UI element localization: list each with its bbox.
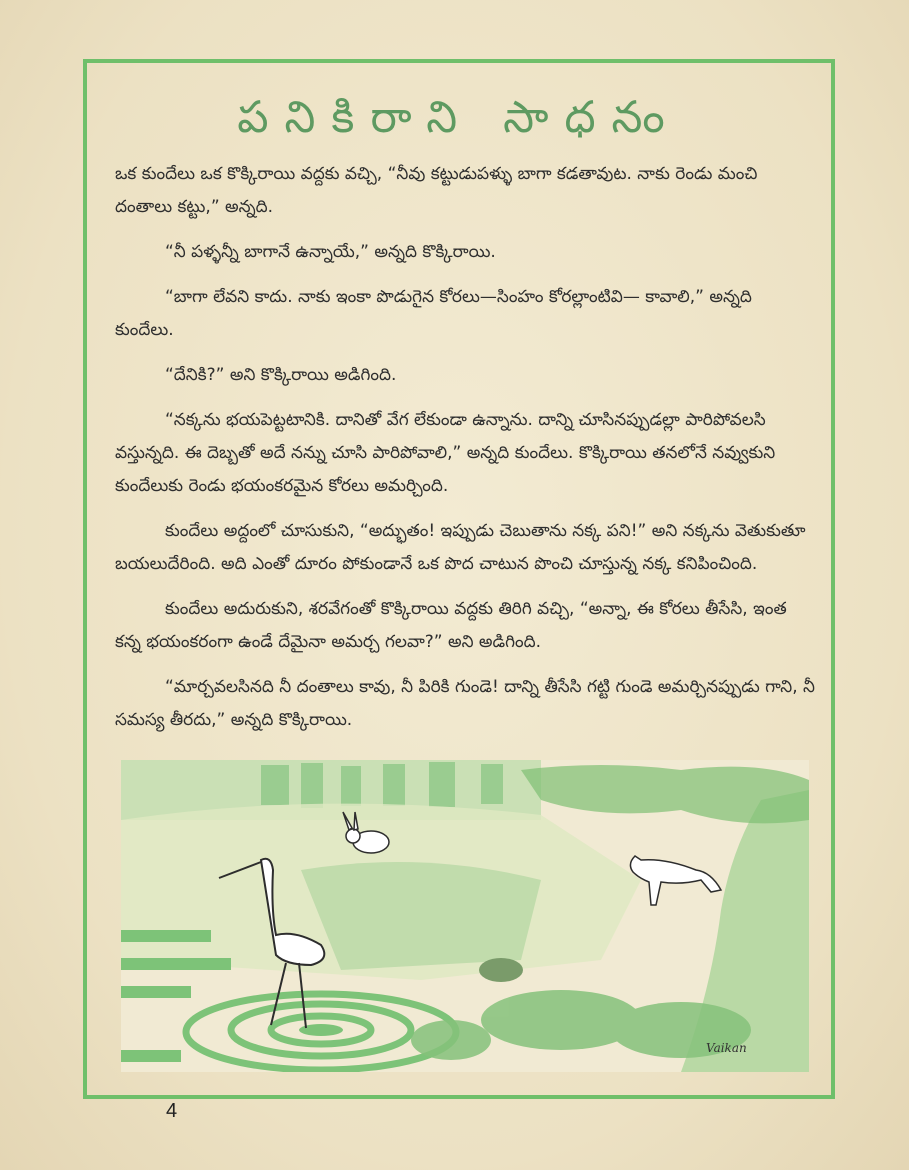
page-number: 4 [166,1100,178,1122]
paragraph-5: “నక్కను భయపెట్టటానికి. దానితో వేగ లేకుండా ఉన్నాను. దాన్ని చూసినప్పుడల్లా పారిపోవలసి వస్తున్నది. ఈ దెబ్బతో అదే నన్ను చూసి పారిపోవాలి,” అన్నది కుందేలు. కొక్కిరాయి తనలోనే నవ్వుకుని కుందేలుకు రెండు భయంకరమైన కోరలు అమర్చింది. [115,410,776,496]
paragraph-8: “మార్చవలసినది నీ దంతాలు కావు, నీ పిరికి గుండె! దాన్ని తీసేసి గట్టి గుండె అమర్చినప్పుడు గాని, నీ సమస్య తీరదు,” అన్నది కొక్కిరాయి. [115,677,815,730]
paragraph-4: “దేనికి?” అని కొక్కిరాయి అడిగింది. [165,365,397,385]
green-patch [301,862,541,970]
paragraph-2: “నీ పళ్ళన్నీ బాగానే ఉన్నాయే,” అన్నది కొక్కిరాయి. [165,242,496,262]
page-title: పనికిరాని సాధనం [237,92,681,143]
story-illustration [121,760,809,1072]
paragraph-7: కుందేలు అదురుకుని, శరవేగంతో కొక్కిరాయి వద్దకు తిరిగి వచ్చి, “అన్నా, ఈ కోరలు తీసేసి, ఇంత కన్న భయంకరంగా ఉండే దేమైనా అమర్చ గలవా?” అని అడిగింది. [115,599,787,652]
story-text [115,158,815,749]
artist-signature: Vaikan [706,1041,747,1055]
paragraph-1: ఒక కుందేలు ఒక కొక్కిరాయి వద్దకు వచ్చి, “నీవు కట్టుడుపళ్ళు బాగా కడతావుట. నాకు రెండు మంచి దంతాలు కట్టు,” అన్నది. [115,164,758,217]
rock [479,958,523,982]
paragraph-3: “బాగా లేవని కాదు. నాకు ఇంకా పొడుగైన కోరలు—సింహం కోరల్లాంటివి— కావాలి,” అన్నది కుందేలు. [115,287,752,340]
paragraph-6: కుందేలు అద్దంలో చూసుకుని, “అద్భుతం! ఇప్పుడు చెబుతాను నక్క పని!” అని నక్కను వెతుకుతూ బయలుదేరింది. అది ఎంతో దూరం పోకుండానే ఒక పొద చాటున పొంచి చూస్తున్న నక్క కనిపించింది. [115,521,806,574]
